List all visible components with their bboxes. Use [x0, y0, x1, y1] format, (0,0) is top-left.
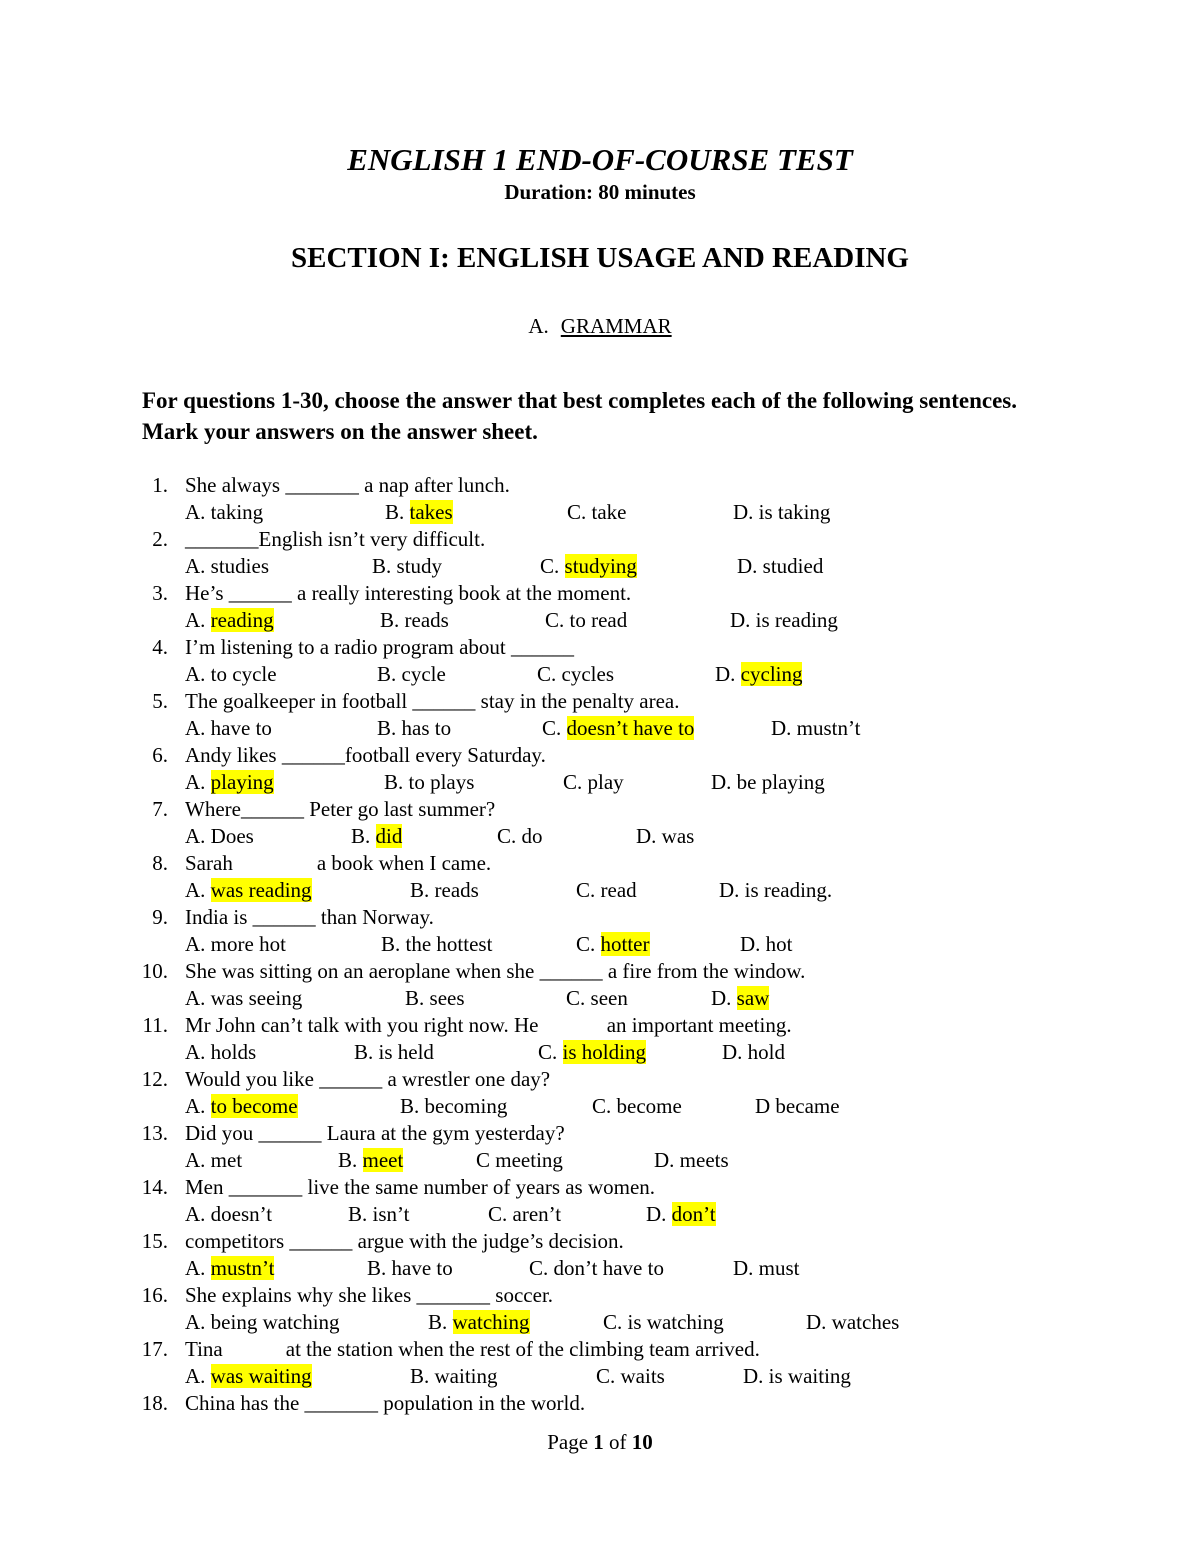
option-text: reads	[434, 878, 479, 902]
highlighted-answer: don’t	[671, 1202, 716, 1226]
highlighted-answer: did	[375, 824, 403, 848]
question-number: 18.	[141, 1391, 168, 1415]
option-label: A.	[185, 1256, 206, 1280]
option-label: C.	[566, 986, 586, 1010]
option-text: mustn’t	[796, 716, 861, 740]
question-number: 5.	[152, 689, 168, 713]
answer-option[interactable]	[636, 823, 694, 850]
question-text: He’s ______ a really interesting book at the moment.	[185, 581, 632, 605]
option-label: D.	[654, 1148, 675, 1172]
option-label: B.	[385, 500, 405, 524]
answer-option[interactable]	[410, 877, 479, 904]
answer-option[interactable]	[185, 931, 286, 958]
option-text: read	[600, 878, 637, 902]
answer-option[interactable]	[185, 661, 277, 688]
answer-option[interactable]	[538, 1039, 646, 1066]
answer-option[interactable]	[719, 877, 832, 904]
option-label: B.	[428, 1310, 448, 1334]
highlighted-answer: cycling	[740, 662, 803, 686]
answer-option[interactable]	[338, 1147, 403, 1174]
option-label: A.	[185, 608, 206, 632]
answer-option[interactable]	[497, 823, 543, 850]
answer-option[interactable]	[476, 1147, 563, 1174]
option-text: do	[521, 824, 543, 848]
answer-option[interactable]	[185, 823, 254, 850]
question-number: 12.	[141, 1067, 168, 1091]
subsection-label: A.	[528, 314, 549, 338]
option-label: A.	[185, 986, 206, 1010]
question-text: Tina at the station when the rest of the climbing team arrived.	[185, 1337, 760, 1361]
option-text: met	[210, 1148, 243, 1172]
answer-option[interactable]	[185, 1147, 242, 1174]
option-text: seen	[590, 986, 628, 1010]
question-number: 7.	[152, 797, 168, 821]
option-text: has to	[401, 716, 452, 740]
highlighted-answer: studying	[564, 554, 637, 578]
answer-option[interactable]	[428, 1309, 530, 1336]
option-text: to read	[569, 608, 628, 632]
option-text: holds	[210, 1040, 257, 1064]
answer-option[interactable]	[185, 1255, 274, 1282]
question-number: 16.	[141, 1283, 168, 1307]
option-label: A.	[185, 1040, 206, 1064]
option-text: aren’t	[512, 1202, 562, 1226]
question-text: competitors ______ argue with the judge’s decision.	[185, 1229, 624, 1253]
question-text: China has the _______ population in the world.	[185, 1391, 586, 1415]
option-text: is waiting	[768, 1364, 851, 1388]
answer-option[interactable]	[733, 1255, 800, 1282]
option-label: C.	[592, 1094, 612, 1118]
question-number: 3.	[152, 581, 168, 605]
option-text: is reading.	[744, 878, 833, 902]
answer-option[interactable]	[367, 1255, 453, 1282]
option-label: D.	[722, 1040, 743, 1064]
option-label: B.	[377, 662, 397, 686]
option-label: B.	[380, 608, 400, 632]
option-label: D	[755, 1094, 771, 1118]
option-label: C.	[576, 932, 596, 956]
option-label: D.	[740, 932, 761, 956]
question-list	[0, 472, 1200, 1422]
question-text: Mr John can’t talk with you right now. He an important meeting.	[185, 1013, 792, 1037]
answer-option[interactable]	[537, 661, 614, 688]
option-text: have to	[391, 1256, 453, 1280]
option-label: C.	[538, 1040, 558, 1064]
answer-option[interactable]	[806, 1309, 899, 1336]
answer-option[interactable]	[545, 607, 627, 634]
answer-option[interactable]	[654, 1147, 729, 1174]
option-text: meets	[679, 1148, 729, 1172]
answer-option[interactable]	[372, 553, 442, 580]
answer-option[interactable]	[737, 553, 823, 580]
question-number: 10.	[141, 959, 168, 983]
question-text: Would you like ______ a wrestler one day?	[185, 1067, 551, 1091]
answer-option[interactable]	[185, 607, 274, 634]
option-text: take	[591, 500, 627, 524]
option-text: more hot	[210, 932, 286, 956]
option-text: hot	[765, 932, 793, 956]
highlighted-answer: saw	[736, 986, 770, 1010]
option-text: becoming	[424, 1094, 508, 1118]
question-number: 8.	[152, 851, 168, 875]
question-number: 14.	[141, 1175, 168, 1199]
option-label: D.	[730, 608, 751, 632]
option-label: B.	[372, 554, 392, 578]
answer-option[interactable]	[185, 1201, 272, 1228]
answer-option[interactable]	[185, 1093, 298, 1120]
question-text: The goalkeeper in football ______ stay in the penalty area.	[185, 689, 680, 713]
highlighted-answer: hotter	[600, 932, 650, 956]
question-text: Where______ Peter go last summer?	[185, 797, 496, 821]
option-label: D.	[737, 554, 758, 578]
option-text: be playing	[736, 770, 825, 794]
answer-option[interactable]	[185, 499, 263, 526]
option-label: D.	[719, 878, 740, 902]
option-text: became	[775, 1094, 840, 1118]
answer-option[interactable]	[348, 1201, 409, 1228]
page-total: 10	[631, 1430, 653, 1454]
answer-option[interactable]	[567, 499, 627, 526]
option-label: A.	[185, 554, 206, 578]
option-label: D.	[733, 1256, 754, 1280]
option-label: A.	[185, 500, 206, 524]
answer-option[interactable]	[185, 1309, 340, 1336]
option-label: A.	[185, 1364, 206, 1388]
option-text: is held	[378, 1040, 434, 1064]
answer-option[interactable]	[592, 1093, 682, 1120]
answer-option[interactable]	[377, 661, 446, 688]
option-text: being watching	[210, 1310, 340, 1334]
highlighted-answer: mustn’t	[210, 1256, 275, 1280]
option-text: play	[587, 770, 624, 794]
page-label: Page	[547, 1430, 589, 1454]
highlighted-answer: reading	[210, 608, 274, 632]
option-text: studies	[210, 554, 270, 578]
option-label: A.	[185, 716, 206, 740]
option-text: cycle	[401, 662, 446, 686]
highlighted-answer: takes	[409, 500, 453, 524]
question-number: 2.	[152, 527, 168, 551]
option-label: C.	[488, 1202, 508, 1226]
highlighted-answer: doesn’t have to	[566, 716, 695, 740]
option-label: A.	[185, 1148, 206, 1172]
answer-option[interactable]	[377, 715, 451, 742]
question-number: 9.	[152, 905, 168, 929]
option-label: B.	[367, 1256, 387, 1280]
option-label: D.	[771, 716, 792, 740]
option-text: must	[758, 1256, 800, 1280]
option-label: A.	[185, 824, 206, 848]
answer-option[interactable]	[566, 985, 628, 1012]
question-text: She explains why she likes _______ soccer.	[185, 1283, 554, 1307]
option-label: B.	[405, 986, 425, 1010]
answer-option[interactable]	[488, 1201, 561, 1228]
question-number: 1.	[152, 473, 168, 497]
option-text: was seeing	[210, 986, 303, 1010]
subsection-title: GRAMMAR	[560, 314, 672, 338]
answer-option[interactable]	[185, 769, 274, 796]
option-label: C	[476, 1148, 491, 1172]
question-text: She was sitting on an aeroplane when she ______ a fire from the window.	[185, 959, 806, 983]
answer-option[interactable]	[540, 553, 637, 580]
option-text: waiting	[434, 1364, 498, 1388]
option-text: become	[616, 1094, 682, 1118]
answer-option[interactable]	[722, 1039, 785, 1066]
option-label: B.	[348, 1202, 368, 1226]
option-label: C.	[537, 662, 557, 686]
option-label: A.	[185, 1310, 206, 1334]
option-label: B.	[400, 1094, 420, 1118]
option-label: C.	[542, 716, 562, 740]
answer-option[interactable]	[715, 661, 802, 688]
option-text: doesn’t	[210, 1202, 273, 1226]
question-text: India is ______ than Norway.	[185, 905, 434, 929]
answer-option[interactable]	[185, 1039, 256, 1066]
option-label: D.	[636, 824, 657, 848]
highlighted-answer: was waiting	[210, 1364, 312, 1388]
answer-option[interactable]	[576, 877, 637, 904]
option-label: B.	[384, 770, 404, 794]
option-label: B.	[381, 932, 401, 956]
answer-option[interactable]	[354, 1039, 434, 1066]
answer-option[interactable]	[185, 985, 302, 1012]
question-text: I’m listening to a radio program about ______	[185, 635, 575, 659]
question-number: 11.	[142, 1013, 168, 1037]
answer-option[interactable]	[529, 1255, 664, 1282]
option-label: C.	[596, 1364, 616, 1388]
answer-option[interactable]	[733, 499, 830, 526]
option-label: C.	[529, 1256, 549, 1280]
highlighted-answer: meet	[362, 1148, 404, 1172]
option-text: meeting	[495, 1148, 563, 1172]
answer-option[interactable]	[711, 985, 769, 1012]
option-text: cycles	[561, 662, 614, 686]
answer-option[interactable]	[185, 1363, 312, 1390]
answer-option[interactable]	[380, 607, 449, 634]
option-text: isn’t	[372, 1202, 410, 1226]
option-text: the hottest	[405, 932, 493, 956]
question-text: Sarah a book when I came.	[185, 851, 492, 875]
option-text: is taking	[758, 500, 831, 524]
option-label: D.	[646, 1202, 667, 1226]
question-text: She always _______ a nap after lunch.	[185, 473, 510, 497]
option-label: C.	[576, 878, 596, 902]
option-label: C.	[567, 500, 587, 524]
answer-option[interactable]	[711, 769, 825, 796]
option-text: to plays	[408, 770, 475, 794]
test-duration: Duration: 80 minutes	[504, 180, 696, 204]
answer-option[interactable]	[400, 1093, 507, 1120]
answer-option[interactable]	[730, 607, 838, 634]
question-number: 4.	[152, 635, 168, 659]
highlighted-answer: is holding	[562, 1040, 646, 1064]
option-label: A.	[185, 878, 206, 902]
answer-option[interactable]	[384, 769, 474, 796]
answer-option[interactable]	[185, 877, 312, 904]
option-label: A.	[185, 1094, 206, 1118]
page-footer	[0, 1430, 1200, 1455]
answer-option[interactable]	[410, 1363, 498, 1390]
option-text: taking	[210, 500, 264, 524]
option-label: C.	[545, 608, 565, 632]
option-label: A.	[185, 932, 206, 956]
answer-option[interactable]	[743, 1363, 851, 1390]
answer-option[interactable]	[185, 553, 269, 580]
option-label: C.	[540, 554, 560, 578]
answer-option[interactable]	[542, 715, 694, 742]
section-heading: SECTION I: ENGLISH USAGE AND READING	[291, 242, 909, 274]
test-title: ENGLISH 1 END-OF-COURSE TEST	[347, 142, 853, 177]
answer-option[interactable]	[563, 769, 624, 796]
answer-option[interactable]	[755, 1093, 840, 1120]
question-text: Men _______ live the same number of years as women.	[185, 1175, 656, 1199]
option-label: D.	[733, 500, 754, 524]
option-text: studied	[762, 554, 824, 578]
answer-option[interactable]	[576, 931, 650, 958]
option-label: A.	[185, 662, 206, 686]
option-label: D.	[715, 662, 736, 686]
page-current: 1	[593, 1430, 604, 1454]
option-text: to cycle	[210, 662, 277, 686]
option-text: is reading	[755, 608, 838, 632]
answer-option[interactable]	[351, 823, 402, 850]
highlighted-answer: watching	[452, 1310, 530, 1334]
question-number: 6.	[152, 743, 168, 767]
page-of: of	[609, 1430, 627, 1454]
option-label: C.	[563, 770, 583, 794]
answer-option[interactable]	[596, 1363, 665, 1390]
option-label: B.	[410, 878, 430, 902]
answer-option[interactable]	[385, 499, 453, 526]
highlighted-answer: to become	[210, 1094, 298, 1118]
answer-option[interactable]	[185, 715, 272, 742]
option-label: B.	[354, 1040, 374, 1064]
option-label: B.	[410, 1364, 430, 1388]
option-text: was	[661, 824, 695, 848]
option-text: have to	[210, 716, 272, 740]
option-label: B.	[351, 824, 371, 848]
question-number: 13.	[141, 1121, 168, 1145]
option-text: sees	[429, 986, 465, 1010]
option-label: D.	[711, 986, 732, 1010]
answer-option[interactable]	[646, 1201, 716, 1228]
option-label: C.	[497, 824, 517, 848]
option-label: C.	[603, 1310, 623, 1334]
option-text: watches	[831, 1310, 900, 1334]
option-text: Does	[210, 824, 254, 848]
answer-option[interactable]	[771, 715, 860, 742]
option-label: A.	[185, 770, 206, 794]
highlighted-answer: was reading	[210, 878, 312, 902]
answer-option[interactable]	[603, 1309, 724, 1336]
option-label: D.	[806, 1310, 827, 1334]
question-text: Did you ______ Laura at the gym yesterday?	[185, 1121, 565, 1145]
answer-option[interactable]	[381, 931, 492, 958]
option-text: waits	[620, 1364, 665, 1388]
option-text: study	[396, 554, 443, 578]
subsection-heading	[0, 314, 1200, 339]
question-number: 15.	[141, 1229, 168, 1253]
option-text: reads	[404, 608, 449, 632]
question-number: 17.	[141, 1337, 168, 1361]
question-text: Andy likes ______football every Saturday.	[185, 743, 546, 767]
instructions: For questions 1-30, choose the answer that best completes each of the following sentences. Mark your answers on the answer sheet.	[142, 388, 1017, 444]
question-text: _______English isn’t very difficult.	[185, 527, 486, 551]
highlighted-answer: playing	[210, 770, 274, 794]
option-label: D.	[743, 1364, 764, 1388]
option-text: hold	[747, 1040, 786, 1064]
answer-option[interactable]	[740, 931, 793, 958]
answer-option[interactable]	[405, 985, 465, 1012]
option-text: don’t have to	[553, 1256, 664, 1280]
option-label: B.	[377, 716, 397, 740]
option-label: B.	[338, 1148, 358, 1172]
option-text: is watching	[627, 1310, 724, 1334]
option-label: D.	[711, 770, 732, 794]
option-label: A.	[185, 1202, 206, 1226]
